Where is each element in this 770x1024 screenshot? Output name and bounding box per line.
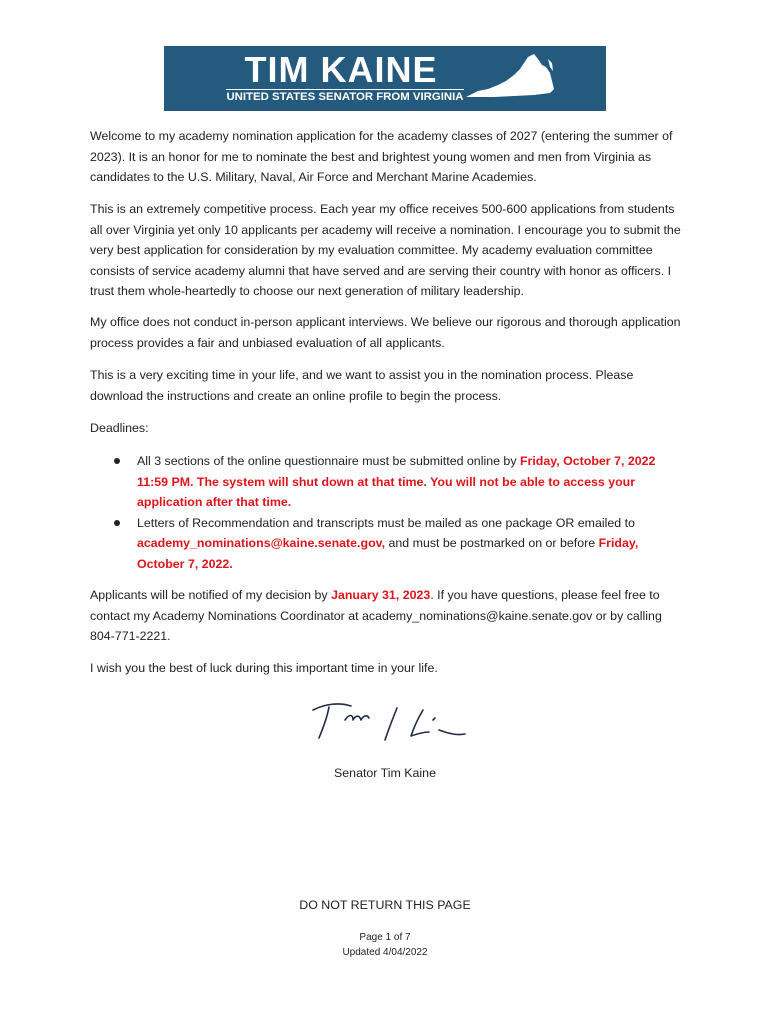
bullet-icon xyxy=(114,458,120,464)
list-item xyxy=(90,513,685,575)
list-item xyxy=(90,451,685,513)
notify-text: Applicants will be notified of my decision by xyxy=(90,588,332,602)
signature-image xyxy=(305,690,475,750)
deadlines-label: Deadlines: xyxy=(90,421,149,435)
bullet-deadline: Friday, October 7, 2022. xyxy=(137,536,639,571)
paragraph-competitive: This is an extremely competitive process. Each year my office receives 500-600 applications from students all over Virginia yet only 10 applicants per academy will receive a nomination. I encourage you to submit the very best application for consideration by my evaluation committee. My academy evaluation committee consists of service academy alumni that have served and are serving their country with honor as officers. I trust them whole-heartedly to choose our next generation of military leadership. xyxy=(90,202,681,298)
signer-name: Senator Tim Kaine xyxy=(334,766,436,780)
deadline-list xyxy=(90,451,685,574)
bullet-text: All 3 sections of the online questionnaire must be submitted online by xyxy=(137,454,520,468)
updated-date: Updated 4/04/2022 xyxy=(342,947,428,958)
header-subtitle: UNITED STATES SENATOR FROM VIRGINIA xyxy=(226,91,464,103)
bullet-deadline: Friday, October 7, 2022 11:59 PM. The system will shut down at that time. You will not be able to access your application after that time. xyxy=(137,454,656,509)
email-link[interactable]: academy_nominations@kaine.senate.gov, xyxy=(137,536,386,550)
paragraph-interviews: My office does not conduct in-person applicant interviews. We believe our rigorous and thorough application process provides a fair and unbiased evaluation of all applicants. xyxy=(90,315,681,350)
bullet-icon xyxy=(114,520,120,526)
paragraph-welcome: Welcome to my academy nomination application for the academy classes of 2027 (entering the summer of 2023). It is an honor for me to nominate the best and brightest young women and men from Virginia as candidates to the U.S. Military, Naval, Air Force and Merchant Marine Academies. xyxy=(90,129,673,184)
bullet-text: Letters of Recommendation and transcripts must be mailed as one package OR emailed to xyxy=(137,515,635,530)
notify-text: . If you have questions, please feel free to contact my Academy Nominations Coordinator at academy_nominations@kaine.senate.gov or by calling 804-771-2221. xyxy=(90,588,662,643)
page-number: Page 1 of 7 xyxy=(359,932,411,943)
return-notice: DO NOT RETURN THIS PAGE xyxy=(299,898,471,912)
header-banner xyxy=(164,46,606,111)
virginia-state-icon xyxy=(464,51,556,101)
paragraph-notification xyxy=(90,585,685,647)
paragraph-wish: I wish you the best of luck during this important time in your life. xyxy=(90,661,438,675)
decision-date: January 31, 2023 xyxy=(331,588,431,602)
header-name: TIM KAINE xyxy=(244,49,438,90)
bullet-text: and must be postmarked on or before xyxy=(385,536,599,550)
paragraph-exciting: This is a very exciting time in your life, and we want to assist you in the nomination process. Please download the instructions and create an online profile to begin the process. xyxy=(90,368,634,403)
